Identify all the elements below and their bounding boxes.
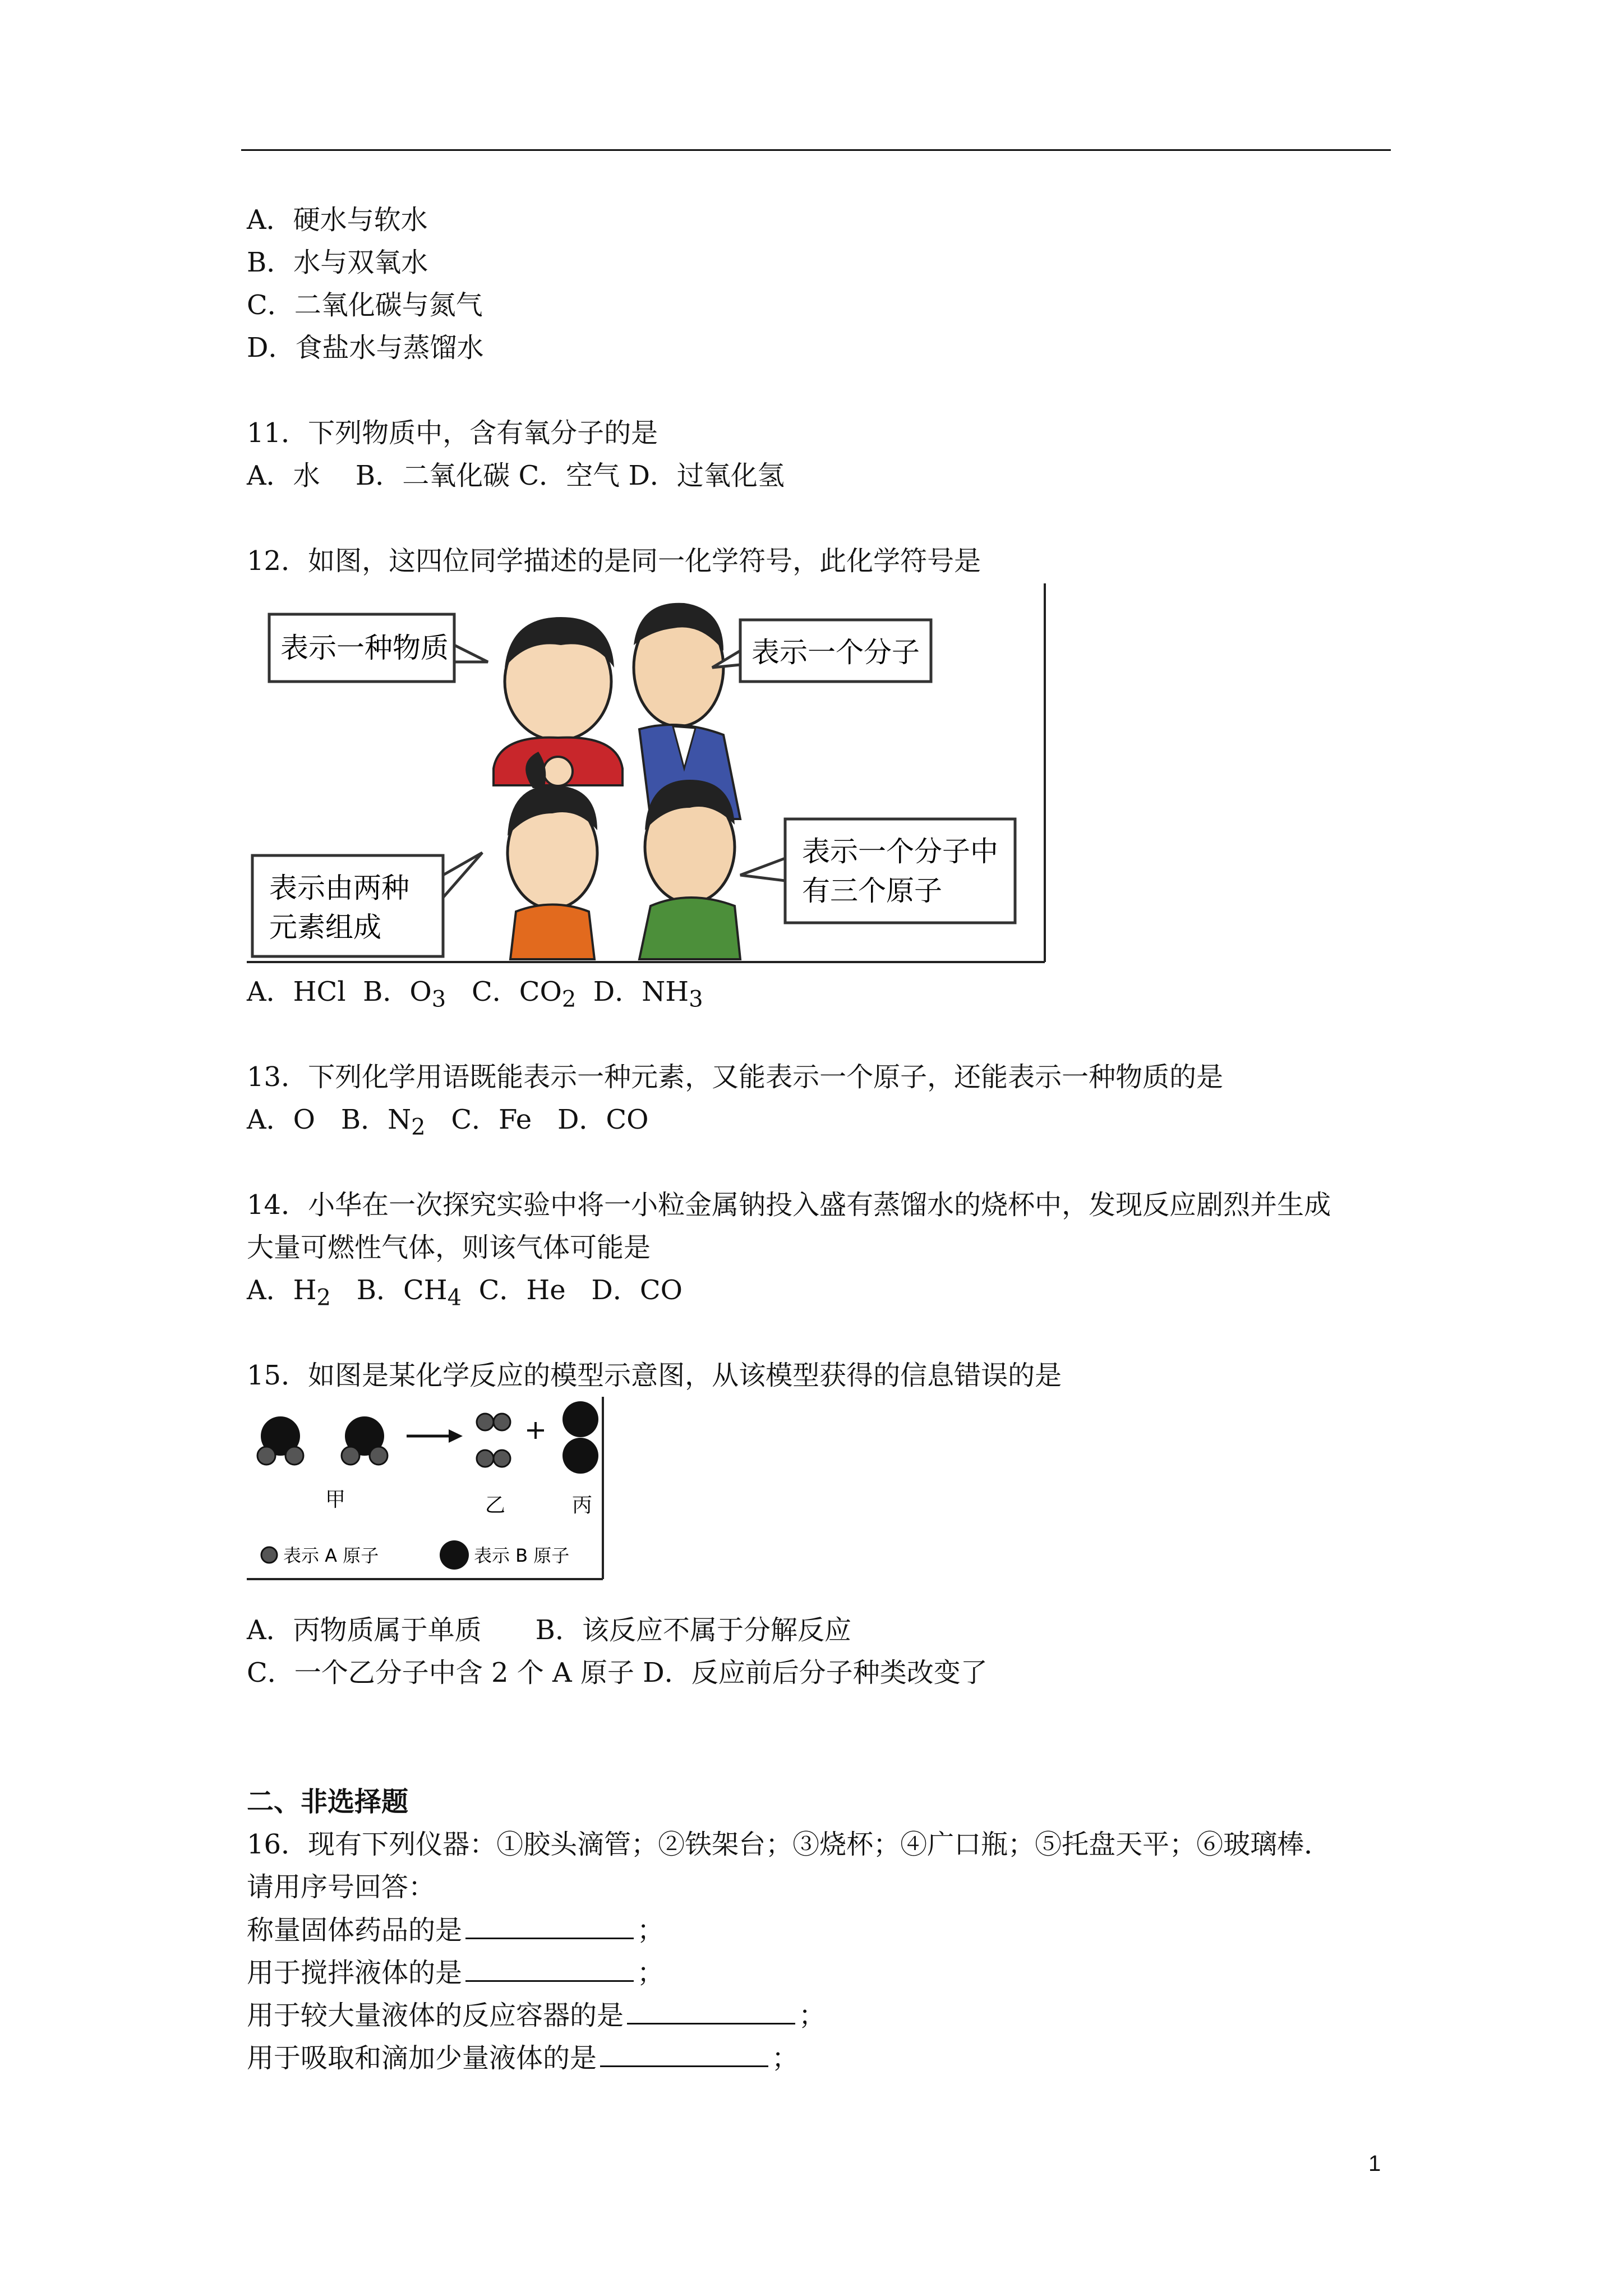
- legend-a-text: 表示 A 原子: [283, 1545, 379, 1566]
- q14-option-d: D．CO: [591, 1274, 683, 1306]
- q13-option-c: C．Fe: [451, 1104, 532, 1135]
- page-number: 1: [1368, 2151, 1381, 2176]
- q13-stem: 13．下列化学用语既能表示一种元素，又能表示一个原子，还能表示一种物质的是: [247, 1061, 1224, 1093]
- q12-option-c-subscript: 2: [561, 986, 577, 1013]
- bubble-3-text-line2: 元素组成: [269, 911, 381, 944]
- reaction-arrow: [407, 1429, 463, 1443]
- q14-option-c: C．He: [478, 1274, 566, 1306]
- q13-option-d: D．CO: [557, 1104, 649, 1135]
- q16-prompt: 请用序号回答：: [247, 1871, 436, 1903]
- q16-fill-1-end: ；: [637, 1915, 665, 1946]
- speech-bubble-1: [269, 614, 488, 682]
- q14-option-a: A．H: [247, 1274, 317, 1306]
- q13-options: [247, 1103, 649, 1144]
- plus-sign: [527, 1422, 544, 1439]
- q13-option-b: B．N: [340, 1104, 412, 1135]
- q16-fill-3-end: ；: [799, 2000, 826, 2031]
- q12-students-figure: [247, 583, 1054, 965]
- q16-answer-blank-3[interactable]: [627, 1998, 795, 2024]
- q10-option-d: D．食盐水与蒸馏水: [247, 332, 484, 364]
- q10-option-b: B．水与双氧水: [247, 247, 428, 278]
- q10-option-a: A．硬水与软水: [247, 204, 428, 236]
- header-rule: [241, 149, 1391, 151]
- student-4-illustration: [639, 780, 740, 959]
- q16-fill-3: [247, 1998, 826, 2032]
- bubble-2-text: 表示一个分子: [751, 636, 920, 669]
- legend-a-atom: [261, 1545, 379, 1566]
- q15-options-line2: C．一个乙分子中含 2 个 A 原子 D．反应前后分子种类改变了: [247, 1657, 988, 1688]
- q16-answer-blank-4[interactable]: [600, 2041, 768, 2067]
- label-bing: 丙: [572, 1494, 593, 1517]
- legend-b-text: 表示 B 原子: [474, 1545, 570, 1566]
- q16-fill-1-label: 称量固体药品的是: [247, 1915, 463, 1946]
- q12-option-c: C．CO: [472, 976, 562, 1007]
- q11-options: A．水 B．二氧化碳 C．空气 D．过氧化氢: [247, 460, 785, 491]
- q16-fill-4: [247, 2041, 799, 2075]
- q12-option-a: A．HCl: [247, 976, 346, 1007]
- q16-answer-blank-1[interactable]: [465, 1913, 634, 1939]
- molecule-bing: [562, 1401, 598, 1474]
- q16-fill-4-label: 用于吸取和滴加少量液体的是: [247, 2042, 597, 2074]
- q11-stem: 11．下列物质中，含有氧分子的是: [247, 417, 658, 449]
- q16-fill-2-label: 用于搅拌液体的是: [247, 1957, 463, 1989]
- q16-fill-2: [247, 1955, 664, 1990]
- molecule-jia-2: [342, 1416, 388, 1465]
- q14-stem-line1: 14．小华在一次探究实验中将一小粒金属钠投入盛有蒸馏水的烧杯中，发现反应剧烈并生成: [247, 1189, 1331, 1221]
- q15-stem: 15．如图是某化学反应的模型示意图，从该模型获得的信息错误的是: [247, 1360, 1062, 1391]
- speech-bubble-4: [740, 819, 1015, 923]
- bubble-3-text-line1: 表示由两种: [269, 872, 409, 904]
- label-jia: 甲: [325, 1488, 346, 1511]
- speech-bubble-3: [252, 853, 482, 956]
- q12-stem: 12．如图，这四位同学描述的是同一化学符号，此化学符号是: [247, 545, 981, 577]
- molecule-jia-1: [257, 1416, 303, 1465]
- q14-options: [247, 1273, 683, 1315]
- molecule-yi-1: [477, 1414, 510, 1430]
- speech-bubble-2: [712, 620, 931, 682]
- q14-option-b: B．CH: [356, 1274, 448, 1306]
- q14-option-b-subscript: 4: [447, 1285, 462, 1311]
- legend-b-atom: [440, 1540, 569, 1570]
- q15-options-line1: A．丙物质属于单质 B．该反应不属于分解反应: [247, 1614, 851, 1646]
- bubble-4-text-line1: 表示一个分子中: [802, 835, 998, 868]
- q16-fill-3-label: 用于较大量液体的反应容器的是: [247, 2000, 624, 2031]
- q15-reaction-model-figure: [247, 1397, 606, 1582]
- section-2-title: 二、非选择题: [247, 1786, 409, 1818]
- student-1-illustration: [494, 617, 623, 786]
- molecule-yi-2: [477, 1450, 510, 1467]
- q16-fill-2-end: ；: [637, 1957, 665, 1989]
- q12-options: [247, 975, 703, 1016]
- q13-option-b-subscript: 2: [411, 1114, 426, 1140]
- q16-stem: 16．现有下列仪器：①胶头滴管；②铁架台；③烧杯；④广口瓶；⑤托盘天平；⑥玻璃棒．: [247, 1829, 1331, 1860]
- q14-option-a-subscript: 2: [316, 1285, 331, 1311]
- q16-fill-4-end: ；: [772, 2042, 799, 2074]
- q16-fill-1: [247, 1913, 664, 1947]
- label-yi: 乙: [485, 1494, 506, 1517]
- bubble-4-text-line2: 有三个原子: [802, 875, 942, 907]
- q16-answer-blank-2[interactable]: [465, 1955, 634, 1982]
- q13-option-a: A．O: [247, 1104, 316, 1135]
- q12-option-b-subscript: 3: [431, 986, 446, 1013]
- q12-option-b: B．O: [363, 976, 432, 1007]
- q14-stem-line2: 大量可燃性气体，则该气体可能是: [247, 1232, 651, 1263]
- q10-option-c: C．二氧化碳与氮气: [247, 289, 483, 321]
- q12-option-d-subscript: 3: [689, 986, 703, 1013]
- bubble-1-text: 表示一种物质: [280, 632, 449, 664]
- q12-option-d: D．NH: [593, 976, 689, 1007]
